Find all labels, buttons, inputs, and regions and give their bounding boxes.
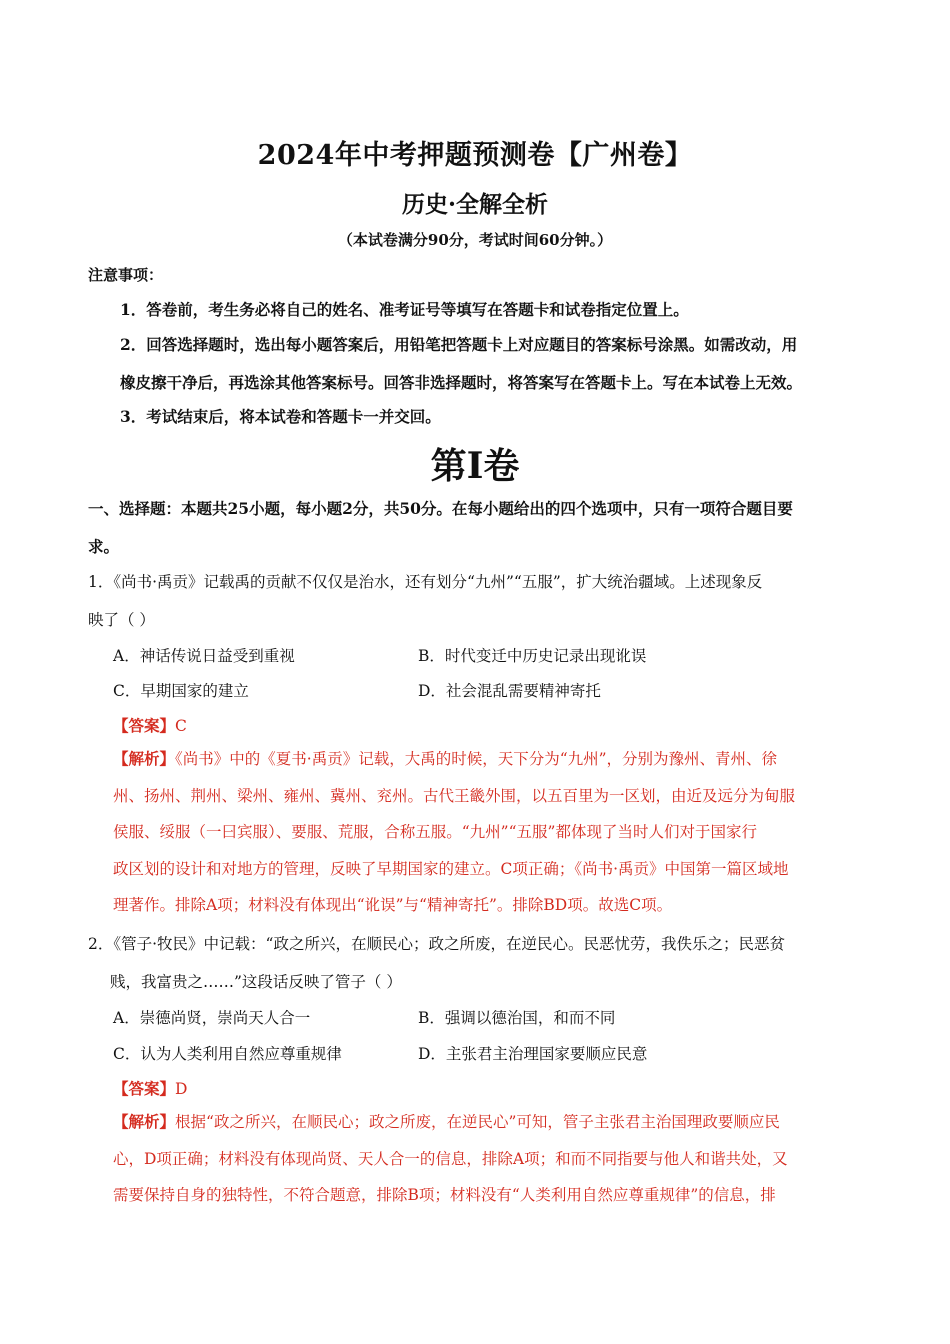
question-2-option-a: A．崇德尚贤，崇尚天人合一 [113,1009,311,1027]
analysis-line-4: 政区划的设计和对地方的管理，反映了早期国家的建立。C项正确；《尚书·禹贡》中国第一篇区域地 [113,859,789,878]
question-1-line-1: 1．《尚书·禹贡》记载禹的贡献不仅仅是治水，还有划分“九州”“五服”，扩大统治疆域。上述现象反 [88,573,763,591]
answer-value: D [175,1080,188,1098]
question-2-line-2: 贱，我富贵之……”这段话反映了管子（ ） [110,973,402,991]
analysis-line-5: 理著作。排除A项；材料没有体现出“讹误”与“精神寄托”。排除BD项。故选C项。 [113,896,673,914]
analysis-line-1: 《尚书》中的《夏书·禹贡》记载，大禹的时候，天下分为“九州”，分别为豫州、青州、徐 [175,750,778,768]
question-2-option-c: C．认为人类利用自然应尊重规律 [113,1045,342,1063]
notice-item-2-line-1: 2．回答选择题时，选出每小题答案后，用铅笔把答题卡上对应题目的答案标号涂黑。如需改动，用 [120,335,798,354]
question-1-option-b: B．时代变迁中历史记录出现讹误 [418,647,647,665]
analysis-line-1: 根据“政之所兴，在顺民心；政之所废，在逆民心”可知，管子主张君主治国理政要顺应民 [175,1113,780,1131]
section-heading-line-2: 求。 [88,537,120,556]
question-2-answer [113,1077,187,1099]
question-2-line-1: 2．《管子·牧民》中记载：“政之所兴，在顺民心；政之所废，在逆民心。民恶忧劳，我佚乐之；民恶贫 [88,935,785,953]
question-1-option-a: A．神话传说日益受到重视 [113,647,295,665]
question-2-stem [88,925,868,1001]
question-2-analysis [113,1104,865,1214]
analysis-line-2: 心，D项正确；材料没有体现尚贤、天人合一的信息，排除A项；和而不同指要与他人和谐共处，又 [113,1149,788,1168]
question-1-answer [113,714,187,736]
question-1-option-d: D．社会混乱需要精神寄托 [418,682,601,700]
analysis-line-3: 需要保持自身的独特性，不符合题意，排除B项；材料没有“人类利用自然应尊重规律”的信息，排 [113,1186,776,1204]
answer-tag: 【答案】 [113,1079,176,1098]
analysis-line-2: 州、扬州、荆州、梁州、雍州、冀州、兖州。古代王畿外围，以五百里为一区划，由近及远分为甸服 [113,786,796,805]
question-1-line-2: 映了（ ） [88,611,155,629]
answer-tag: 【答案】 [113,716,176,735]
question-2-option-d: D．主张君主治理国家要顺应民意 [418,1045,648,1063]
question-2-option-b: B．强调以德治国，和而不同 [418,1009,616,1027]
notice-item-1: 1．答卷前，考生务必将自己的姓名、准考证号等填写在答题卡和试卷指定位置上。 [120,300,689,319]
question-1-analysis [113,741,865,924]
page-title: 2024年中考押题预测卷【广州卷】 [257,140,693,171]
volume-title: 第I卷 [430,445,520,487]
section-heading-line-1: 一、选择题：本题共25小题，每小题2分，共50分。在每小题给出的四个选项中，只有一项符合题目要 [88,499,793,518]
notice-item-2-line-2: 橡皮擦干净后，再选涂其他答案标号。回答非选择题时，将答案写在答题卡上。写在本试卷上无效。 [120,373,803,392]
exam-note: （本试卷满分90分，考试时间60分钟。） [337,231,613,249]
question-1-option-c: C．早期国家的建立 [113,682,249,700]
question-1-stem [88,563,868,639]
analysis-tag: 【解析】 [113,1112,176,1131]
answer-value: C [175,717,187,735]
analysis-tag: 【解析】 [113,749,176,768]
page-subtitle: 历史·全解全析 [401,191,548,218]
notice-heading: 注意事项： [88,266,164,284]
analysis-line-3: 侯服、绥服（一曰宾服）、要服、荒服，合称五服。“九州”“五服”都体现了当时人们对于国家行 [113,823,757,841]
notice-item-3: 3．考试结束后，将本试卷和答题卡一并交回。 [120,407,441,426]
section-heading [88,490,868,566]
